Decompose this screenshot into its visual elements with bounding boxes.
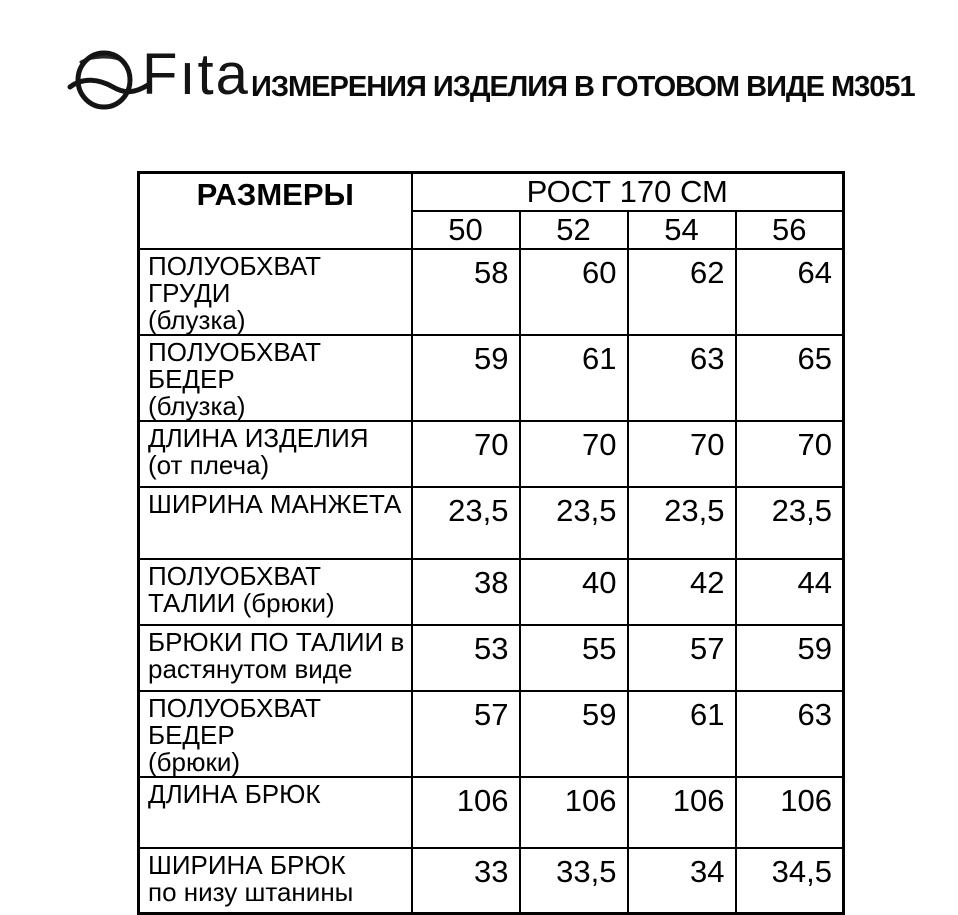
measurement-label-line1: ПОЛУОБХВАТ БЕДЕР: [148, 337, 322, 394]
measurement-value: 23,5: [628, 487, 736, 559]
measurement-label-line1: ПОЛУОБХВАТ БЕДЕР: [148, 693, 322, 750]
measurement-value: 59: [520, 691, 628, 777]
measurement-value: 63: [736, 691, 844, 777]
measurement-value: 70: [520, 421, 628, 487]
measurement-value: 61: [628, 691, 736, 777]
measurement-value: 60: [520, 249, 628, 335]
table-row: [139, 625, 844, 691]
table-row: [139, 777, 844, 848]
measurement-label-line2: растянутом виде: [148, 654, 353, 684]
size-column-header-56: 56: [736, 211, 844, 249]
measurement-value: 59: [736, 625, 844, 691]
measurement-value: 106: [736, 777, 844, 848]
table-row: [139, 848, 844, 914]
table-row: [139, 691, 844, 777]
sizes-corner-header: РАЗМЕРЫ: [139, 173, 412, 250]
measurement-label-line1: ДЛИНА БРЮК: [148, 779, 321, 809]
table-row: [139, 421, 844, 487]
measurement-value: 70: [628, 421, 736, 487]
table-row: [139, 487, 844, 559]
measurement-label: [139, 691, 412, 777]
measurement-value: 64: [736, 249, 844, 335]
size-column-header-52: 52: [520, 211, 628, 249]
measurement-value: 65: [736, 335, 844, 421]
measurement-value: 58: [412, 249, 520, 335]
measurement-value: 34: [628, 848, 736, 914]
measurement-label: [139, 777, 412, 848]
measurement-value: 106: [628, 777, 736, 848]
measurement-value: 23,5: [736, 487, 844, 559]
measurement-value: 70: [736, 421, 844, 487]
measurement-label: [139, 249, 412, 335]
measurement-label-line1: ШИРИНА МАНЖЕТА: [148, 489, 402, 519]
measurement-value: 44: [736, 559, 844, 625]
measurement-value: 33: [412, 848, 520, 914]
size-column-header-50: 50: [412, 211, 520, 249]
brand-logo-text: Fıta: [142, 42, 250, 107]
measurement-value: 23,5: [520, 487, 628, 559]
measurement-label-line2: (от плеча): [148, 450, 270, 480]
measurement-label-line1: ПОЛУОБХВАТ: [148, 561, 322, 591]
circle-wave-icon: [55, 40, 155, 120]
measurement-value: 59: [412, 335, 520, 421]
height-group-header: РОСТ 170 СМ: [412, 173, 844, 212]
measurement-label-line1: ДЛИНА ИЗДЕЛИЯ: [148, 423, 369, 453]
measurement-value: 34,5: [736, 848, 844, 914]
measurement-value: 57: [412, 691, 520, 777]
measurement-value: 62: [628, 249, 736, 335]
measurement-value: 70: [412, 421, 520, 487]
measurement-value: 61: [520, 335, 628, 421]
measurement-label-line2: (блузка): [148, 305, 246, 335]
measurement-label-line2: ТАЛИИ (брюки): [148, 588, 335, 618]
measurement-value: 63: [628, 335, 736, 421]
measurement-label-line2: (брюки): [148, 747, 241, 777]
measurement-label: [139, 848, 412, 914]
measurement-label: [139, 335, 412, 421]
measurement-value: 23,5: [412, 487, 520, 559]
table-row: [139, 559, 844, 625]
table-header-row-group: [139, 173, 844, 212]
table-row: [139, 335, 844, 421]
size-column-header-54: 54: [628, 211, 736, 249]
measurement-value: 33,5: [520, 848, 628, 914]
measurement-value: 55: [520, 625, 628, 691]
measurement-value: 40: [520, 559, 628, 625]
page-title: ИЗМЕРЕНИЯ ИЗДЕЛИЯ В ГОТОВОМ ВИДЕ М3051: [251, 71, 915, 103]
measurement-label: [139, 421, 412, 487]
measurement-label: [139, 487, 412, 559]
measurement-label-line1: ШИРИНА БРЮК: [148, 850, 346, 880]
size-table-container: [137, 171, 845, 915]
measurement-value: 38: [412, 559, 520, 625]
measurement-value: 106: [520, 777, 628, 848]
measurement-label-line1: ПОЛУОБХВАТ ГРУДИ: [148, 251, 322, 308]
measurement-value: 106: [412, 777, 520, 848]
measurement-label: [139, 559, 412, 625]
measurement-label: [139, 625, 412, 691]
measurement-value: 57: [628, 625, 736, 691]
measurement-label-line1: БРЮКИ ПО ТАЛИИ в: [148, 627, 405, 657]
measurement-value: 53: [412, 625, 520, 691]
measurement-label-line2: по низу штанины: [148, 877, 354, 907]
table-row: [139, 249, 844, 335]
measurement-label-line2: (блузка): [148, 391, 246, 421]
measurement-value: 42: [628, 559, 736, 625]
size-table: [137, 171, 845, 915]
